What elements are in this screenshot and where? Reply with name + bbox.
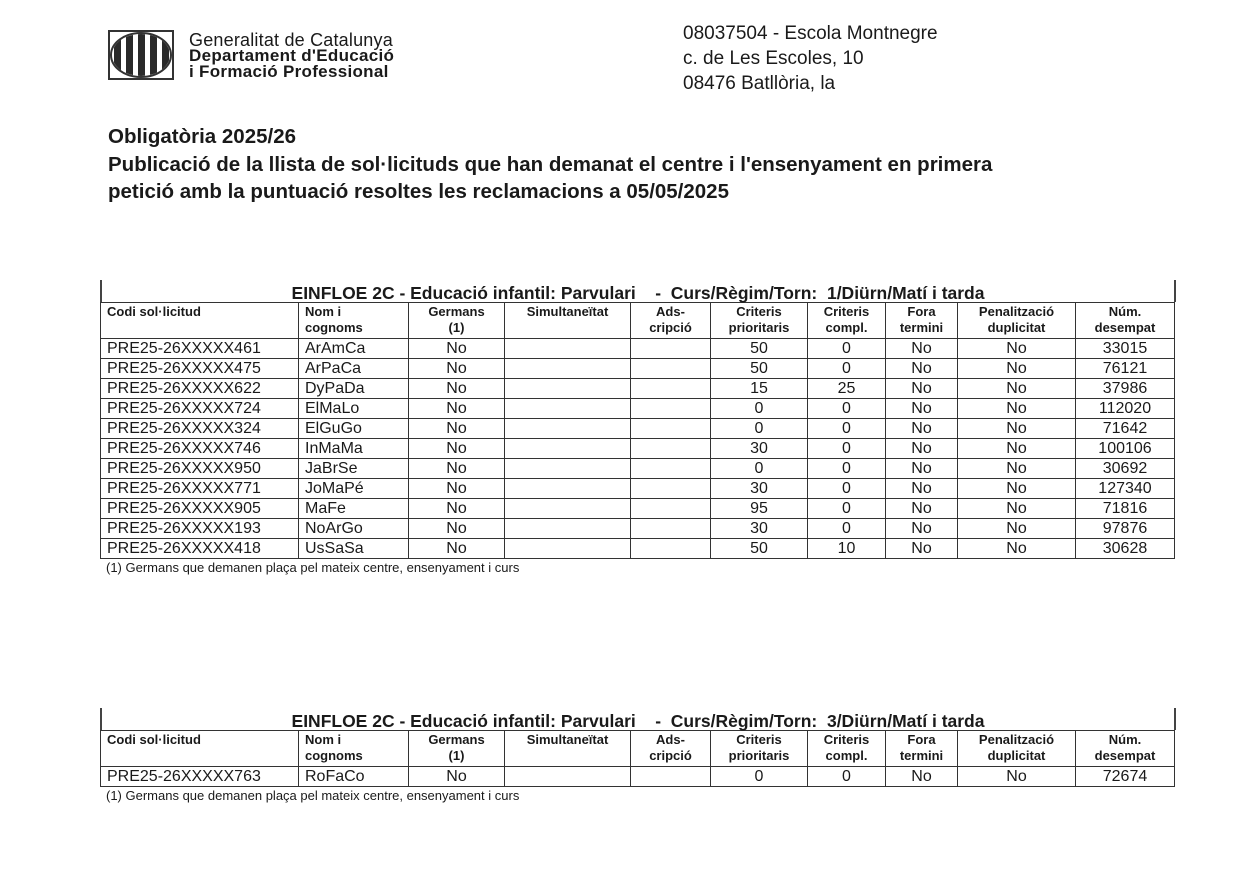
table-row: [101, 539, 1175, 559]
org-line-3: i Formació Professional: [189, 62, 389, 81]
cell-germans: No: [409, 419, 505, 439]
school-line-1: 08037504 - Escola Montnegre: [683, 23, 938, 44]
cell-penalitzacio: No: [958, 767, 1076, 787]
cell-penalitzacio: No: [958, 439, 1076, 459]
cell-adscripcio: [631, 459, 711, 479]
col-criteris-compl: Criteris compl.: [808, 303, 886, 339]
cell-criteris-compl: 0: [808, 479, 886, 499]
cell-criteris-compl: 0: [808, 339, 886, 359]
cell-codi: PRE25-26XXXXX771: [101, 479, 299, 499]
cell-num-desempat: 37986: [1076, 379, 1175, 399]
cell-codi: PRE25-26XXXXX418: [101, 539, 299, 559]
cell-fora-termini: No: [886, 499, 958, 519]
cell-simultaneitat: [505, 479, 631, 499]
cell-num-desempat: 33015: [1076, 339, 1175, 359]
cell-criteris-prioritaris: 0: [711, 399, 808, 419]
cell-criteris-prioritaris: 0: [711, 767, 808, 787]
cell-criteris-compl: 0: [808, 519, 886, 539]
cell-criteris-prioritaris: 50: [711, 339, 808, 359]
cell-fora-termini: No: [886, 479, 958, 499]
cell-adscripcio: [631, 539, 711, 559]
cell-fora-termini: No: [886, 459, 958, 479]
col-criteris-prioritaris: Criteris prioritaris: [711, 303, 808, 339]
cell-nom: MaFe: [299, 499, 409, 519]
cell-criteris-prioritaris: 30: [711, 479, 808, 499]
cell-num-desempat: 30628: [1076, 539, 1175, 559]
document-title: [108, 123, 992, 206]
cell-criteris-prioritaris: 30: [711, 519, 808, 539]
table-row: [101, 459, 1175, 479]
cell-adscripcio: [631, 339, 711, 359]
cell-simultaneitat: [505, 439, 631, 459]
cell-codi: PRE25-26XXXXX461: [101, 339, 299, 359]
cell-criteris-compl: 0: [808, 399, 886, 419]
table-row: [101, 399, 1175, 419]
cell-simultaneitat: [505, 499, 631, 519]
generalitat-logo-icon: [108, 30, 174, 80]
cell-penalitzacio: No: [958, 399, 1076, 419]
col-adscripcio: Ads- cripció: [631, 303, 711, 339]
cell-criteris-prioritaris: 30: [711, 439, 808, 459]
cell-criteris-compl: 0: [808, 459, 886, 479]
table-row: [101, 439, 1175, 459]
cell-penalitzacio: No: [958, 519, 1076, 539]
cell-simultaneitat: [505, 399, 631, 419]
cell-criteris-prioritaris: 50: [711, 539, 808, 559]
cell-simultaneitat: [505, 539, 631, 559]
cell-germans: No: [409, 379, 505, 399]
cell-codi: PRE25-26XXXXX193: [101, 519, 299, 539]
col-codi: Codi sol·licitud: [101, 303, 299, 339]
table-row: [101, 379, 1175, 399]
cell-simultaneitat: [505, 339, 631, 359]
footnote: (1) Germans que demanen plaça pel mateix centre, ensenyament i curs: [106, 560, 520, 575]
cell-penalitzacio: No: [958, 479, 1076, 499]
col-fora-termini: Fora termini: [886, 303, 958, 339]
table-row: [101, 479, 1175, 499]
cell-criteris-prioritaris: 15: [711, 379, 808, 399]
col-germans: Germans (1): [409, 303, 505, 339]
cell-criteris-compl: 0: [808, 767, 886, 787]
cell-fora-termini: No: [886, 539, 958, 559]
title-line-3: petició amb la puntuació resoltes les reclamacions a 05/05/2025: [108, 180, 729, 203]
cell-penalitzacio: No: [958, 379, 1076, 399]
col-fora-termini: Fora termini: [886, 731, 958, 767]
cell-fora-termini: No: [886, 519, 958, 539]
cell-nom: JaBrSe: [299, 459, 409, 479]
cell-codi: PRE25-26XXXXX724: [101, 399, 299, 419]
cell-criteris-compl: 0: [808, 419, 886, 439]
cell-criteris-prioritaris: 0: [711, 459, 808, 479]
cell-nom: DyPaDa: [299, 379, 409, 399]
cell-germans: No: [409, 519, 505, 539]
cell-num-desempat: 71816: [1076, 499, 1175, 519]
school-line-3: 08476 Batllòria, la: [683, 73, 836, 94]
cell-nom: ArAmCa: [299, 339, 409, 359]
table-row: [101, 519, 1175, 539]
cell-num-desempat: 76121: [1076, 359, 1175, 379]
cell-criteris-prioritaris: 95: [711, 499, 808, 519]
cell-criteris-compl: 25: [808, 379, 886, 399]
table-row: [101, 339, 1175, 359]
school-address: [683, 21, 938, 96]
cell-fora-termini: No: [886, 339, 958, 359]
col-criteris-prioritaris: Criteris prioritaris: [711, 731, 808, 767]
cell-adscripcio: [631, 359, 711, 379]
cell-fora-termini: No: [886, 379, 958, 399]
cell-simultaneitat: [505, 359, 631, 379]
cell-penalitzacio: No: [958, 459, 1076, 479]
cell-nom: JoMaPé: [299, 479, 409, 499]
title-line-2: Publicació de la llista de sol·licituds que han demanat el centre i l'ensenyament en primera: [108, 152, 993, 176]
cell-num-desempat: 127340: [1076, 479, 1175, 499]
col-simultaneitat: Simultaneïtat: [505, 731, 631, 767]
cell-penalitzacio: No: [958, 419, 1076, 439]
cell-num-desempat: 112020: [1076, 399, 1175, 419]
cell-adscripcio: [631, 499, 711, 519]
table-header-row: [101, 303, 1175, 339]
cell-penalitzacio: No: [958, 539, 1076, 559]
cell-num-desempat: 30692: [1076, 459, 1175, 479]
cell-simultaneitat: [505, 459, 631, 479]
cell-simultaneitat: [505, 767, 631, 787]
cell-codi: PRE25-26XXXXX622: [101, 379, 299, 399]
title-line-1: Obligatòria 2025/26: [108, 125, 297, 148]
organization-name: [189, 32, 394, 80]
cell-germans: No: [409, 499, 505, 519]
table-title: EINFLOE 2C - Educació infantil: Parvulari - Curs/Règim/Torn: 3/Diürn/Matí i tarda: [100, 708, 1176, 730]
cell-adscripcio: [631, 767, 711, 787]
cell-codi: PRE25-26XXXXX763: [101, 767, 299, 787]
cell-penalitzacio: No: [958, 339, 1076, 359]
cell-adscripcio: [631, 479, 711, 499]
cell-simultaneitat: [505, 419, 631, 439]
cell-nom: ArPaCa: [299, 359, 409, 379]
cell-num-desempat: 72674: [1076, 767, 1175, 787]
cell-criteris-prioritaris: 50: [711, 359, 808, 379]
cell-germans: No: [409, 359, 505, 379]
col-penalitzacio: Penalització duplicitat: [958, 303, 1076, 339]
cell-germans: No: [409, 459, 505, 479]
cell-penalitzacio: No: [958, 359, 1076, 379]
cell-fora-termini: No: [886, 359, 958, 379]
col-nom: Nom i cognoms: [299, 303, 409, 339]
table-row: [101, 359, 1175, 379]
col-num-desempat: Núm. desempat: [1076, 303, 1175, 339]
table-header-row: [101, 731, 1175, 767]
col-simultaneitat: Simultaneïtat: [505, 303, 631, 339]
cell-germans: No: [409, 767, 505, 787]
cell-criteris-prioritaris: 0: [711, 419, 808, 439]
col-nom: Nom i cognoms: [299, 731, 409, 767]
cell-nom: NoArGo: [299, 519, 409, 539]
table-row: [101, 419, 1175, 439]
cell-fora-termini: No: [886, 399, 958, 419]
col-num-desempat: Núm. desempat: [1076, 731, 1175, 767]
cell-nom: InMaMa: [299, 439, 409, 459]
applications-table-1: [100, 280, 1176, 575]
cell-germans: No: [409, 339, 505, 359]
cell-germans: No: [409, 439, 505, 459]
cell-num-desempat: 97876: [1076, 519, 1175, 539]
cell-fora-termini: No: [886, 419, 958, 439]
col-criteris-compl: Criteris compl.: [808, 731, 886, 767]
cell-criteris-compl: 0: [808, 439, 886, 459]
cell-germans: No: [409, 539, 505, 559]
footnote: (1) Germans que demanen plaça pel mateix centre, ensenyament i curs: [106, 788, 520, 803]
cell-num-desempat: 100106: [1076, 439, 1175, 459]
cell-simultaneitat: [505, 379, 631, 399]
cell-criteris-compl: 0: [808, 359, 886, 379]
cell-simultaneitat: [505, 519, 631, 539]
cell-adscripcio: [631, 399, 711, 419]
col-germans: Germans (1): [409, 731, 505, 767]
cell-codi: PRE25-26XXXXX475: [101, 359, 299, 379]
cell-criteris-compl: 10: [808, 539, 886, 559]
cell-adscripcio: [631, 519, 711, 539]
applications-table: [100, 302, 1175, 559]
applications-table: [100, 730, 1175, 787]
table-title: EINFLOE 2C - Educació infantil: Parvulari - Curs/Règim/Torn: 1/Diürn/Matí i tarda: [100, 280, 1176, 302]
cell-germans: No: [409, 399, 505, 419]
cell-nom: ElGuGo: [299, 419, 409, 439]
cell-codi: PRE25-26XXXXX746: [101, 439, 299, 459]
cell-adscripcio: [631, 439, 711, 459]
cell-nom: ElMaLo: [299, 399, 409, 419]
cell-nom: UsSaSa: [299, 539, 409, 559]
cell-germans: No: [409, 479, 505, 499]
cell-adscripcio: [631, 379, 711, 399]
cell-codi: PRE25-26XXXXX950: [101, 459, 299, 479]
col-codi: Codi sol·licitud: [101, 731, 299, 767]
col-adscripcio: Ads- cripció: [631, 731, 711, 767]
col-penalitzacio: Penalització duplicitat: [958, 731, 1076, 767]
cell-criteris-compl: 0: [808, 499, 886, 519]
table-row: [101, 499, 1175, 519]
cell-fora-termini: No: [886, 767, 958, 787]
org-line-2: Departament d'Educació: [189, 46, 395, 65]
cell-adscripcio: [631, 419, 711, 439]
cell-fora-termini: No: [886, 439, 958, 459]
org-line-1: Generalitat de Catalunya: [189, 30, 393, 50]
cell-penalitzacio: No: [958, 499, 1076, 519]
cell-nom: RoFaCo: [299, 767, 409, 787]
table-row: [101, 767, 1175, 787]
applications-table-2: [100, 708, 1176, 803]
cell-codi: PRE25-26XXXXX324: [101, 419, 299, 439]
cell-codi: PRE25-26XXXXX905: [101, 499, 299, 519]
school-line-2: c. de Les Escoles, 10: [683, 48, 864, 69]
cell-num-desempat: 71642: [1076, 419, 1175, 439]
